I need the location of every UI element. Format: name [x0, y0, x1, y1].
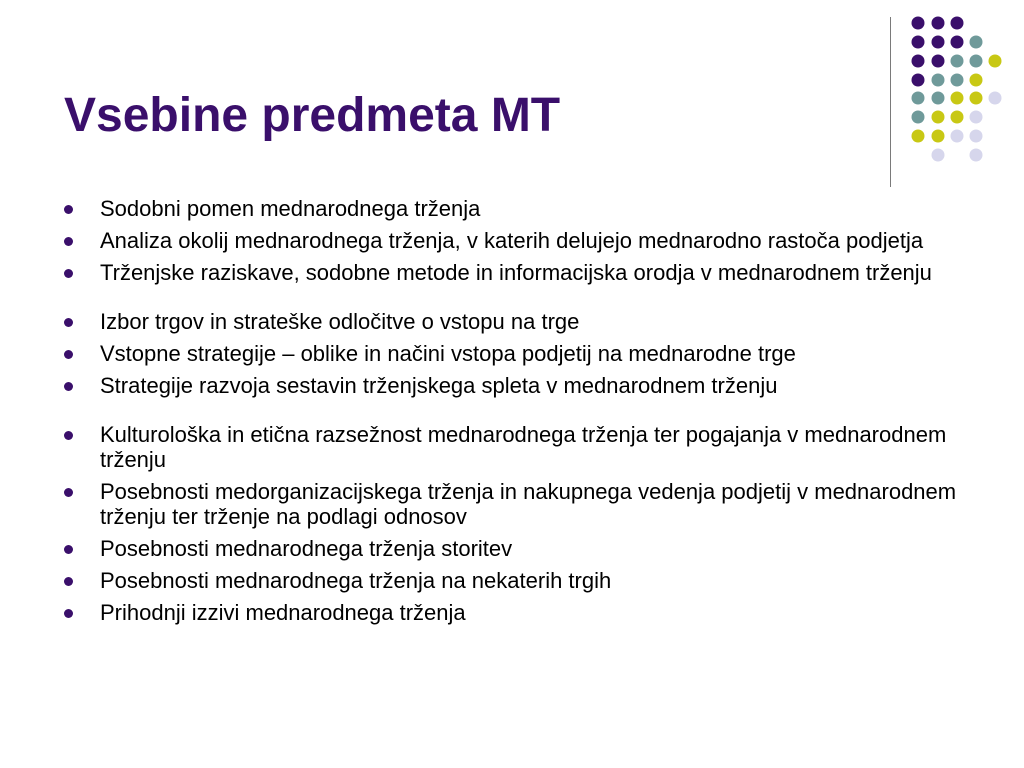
bullet-item [62, 341, 982, 366]
bullet-item [62, 568, 982, 593]
dot-teal [912, 92, 925, 105]
bullet-text: Strategije razvoja sestavin trženjskega spleta v mednarodnem trženju [100, 373, 778, 398]
bullet-list [62, 196, 982, 632]
bullet-dot-icon [64, 488, 73, 497]
bullet-item [62, 196, 982, 221]
bullet-dot-icon [64, 318, 73, 327]
dot-teal [970, 36, 983, 49]
dot-yellow [932, 130, 945, 143]
dot-lavender [989, 92, 1002, 105]
bullet-item [62, 228, 982, 253]
bullet-text: Vstopne strategije – oblike in načini vstopa podjetij na mednarodne trge [100, 341, 796, 366]
dot-teal [932, 74, 945, 87]
slide-title: Vsebine predmeta MT [64, 89, 561, 142]
bullet-item [62, 260, 982, 285]
dot-teal [970, 55, 983, 68]
bullet-item [62, 422, 982, 472]
dot-purple [912, 74, 925, 87]
dot-yellow [989, 55, 1002, 68]
bullet-text: Posebnosti medorganizacijskega trženja in nakupnega vedenja podjetij v mednarodnem trženju ter trženje na podlagi odnosov [100, 479, 957, 529]
dot-lavender [970, 111, 983, 124]
bullet-dot-icon [64, 237, 73, 246]
dot-yellow [970, 74, 983, 87]
vertical-divider [890, 17, 891, 187]
bullet-text: Analiza okolij mednarodnega trženja, v katerih delujejo mednarodno rastoča podjetja [100, 228, 924, 253]
bullet-dot-icon [64, 609, 73, 618]
bullet-dot-icon [64, 545, 73, 554]
dot-purple [912, 36, 925, 49]
bullet-text: Izbor trgov in strateške odločitve o vstopu na trge [100, 309, 580, 334]
dot-lavender [951, 130, 964, 143]
bullet-dot-icon [64, 350, 73, 359]
bullet-item [62, 309, 982, 334]
dot-purple [951, 17, 964, 30]
dot-teal [951, 74, 964, 87]
bullet-text: Sodobni pomen mednarodnega trženja [100, 196, 481, 221]
dot-lavender [970, 130, 983, 143]
bullet-item [62, 536, 982, 561]
dot-yellow [970, 92, 983, 105]
bullet-text: Posebnosti mednarodnega trženja na nekaterih trgih [100, 568, 612, 593]
bullet-text: Posebnosti mednarodnega trženja storitev [100, 536, 513, 561]
dot-yellow [951, 92, 964, 105]
bullet-dot-icon [64, 382, 73, 391]
bullet-text: Trženjske raziskave, sodobne metode in informacijska orodja v mednarodnem trženju [100, 260, 932, 285]
dot-purple [932, 55, 945, 68]
dot-yellow [912, 130, 925, 143]
bullet-dot-icon [64, 577, 73, 586]
bullet-text: Kulturološka in etična razsežnost mednarodnega trženja ter pogajanja v mednarodnem trženju [100, 422, 947, 472]
bullet-dot-icon [64, 269, 73, 278]
bullet-item [62, 373, 982, 398]
dot-purple [912, 55, 925, 68]
dot-purple [912, 17, 925, 30]
bullet-dot-icon [64, 431, 73, 440]
dot-lavender [970, 149, 983, 162]
dot-teal [932, 92, 945, 105]
dot-yellow [951, 111, 964, 124]
dot-purple [932, 36, 945, 49]
dot-purple [932, 17, 945, 30]
bullet-dot-icon [64, 205, 73, 214]
dot-lavender [932, 149, 945, 162]
dot-teal [951, 55, 964, 68]
bullet-item [62, 600, 982, 625]
dot-purple [951, 36, 964, 49]
dot-teal [912, 111, 925, 124]
dot-yellow [932, 111, 945, 124]
bullet-item [62, 479, 982, 529]
bullet-text: Prihodnji izzivi mednarodnega trženja [100, 600, 466, 625]
